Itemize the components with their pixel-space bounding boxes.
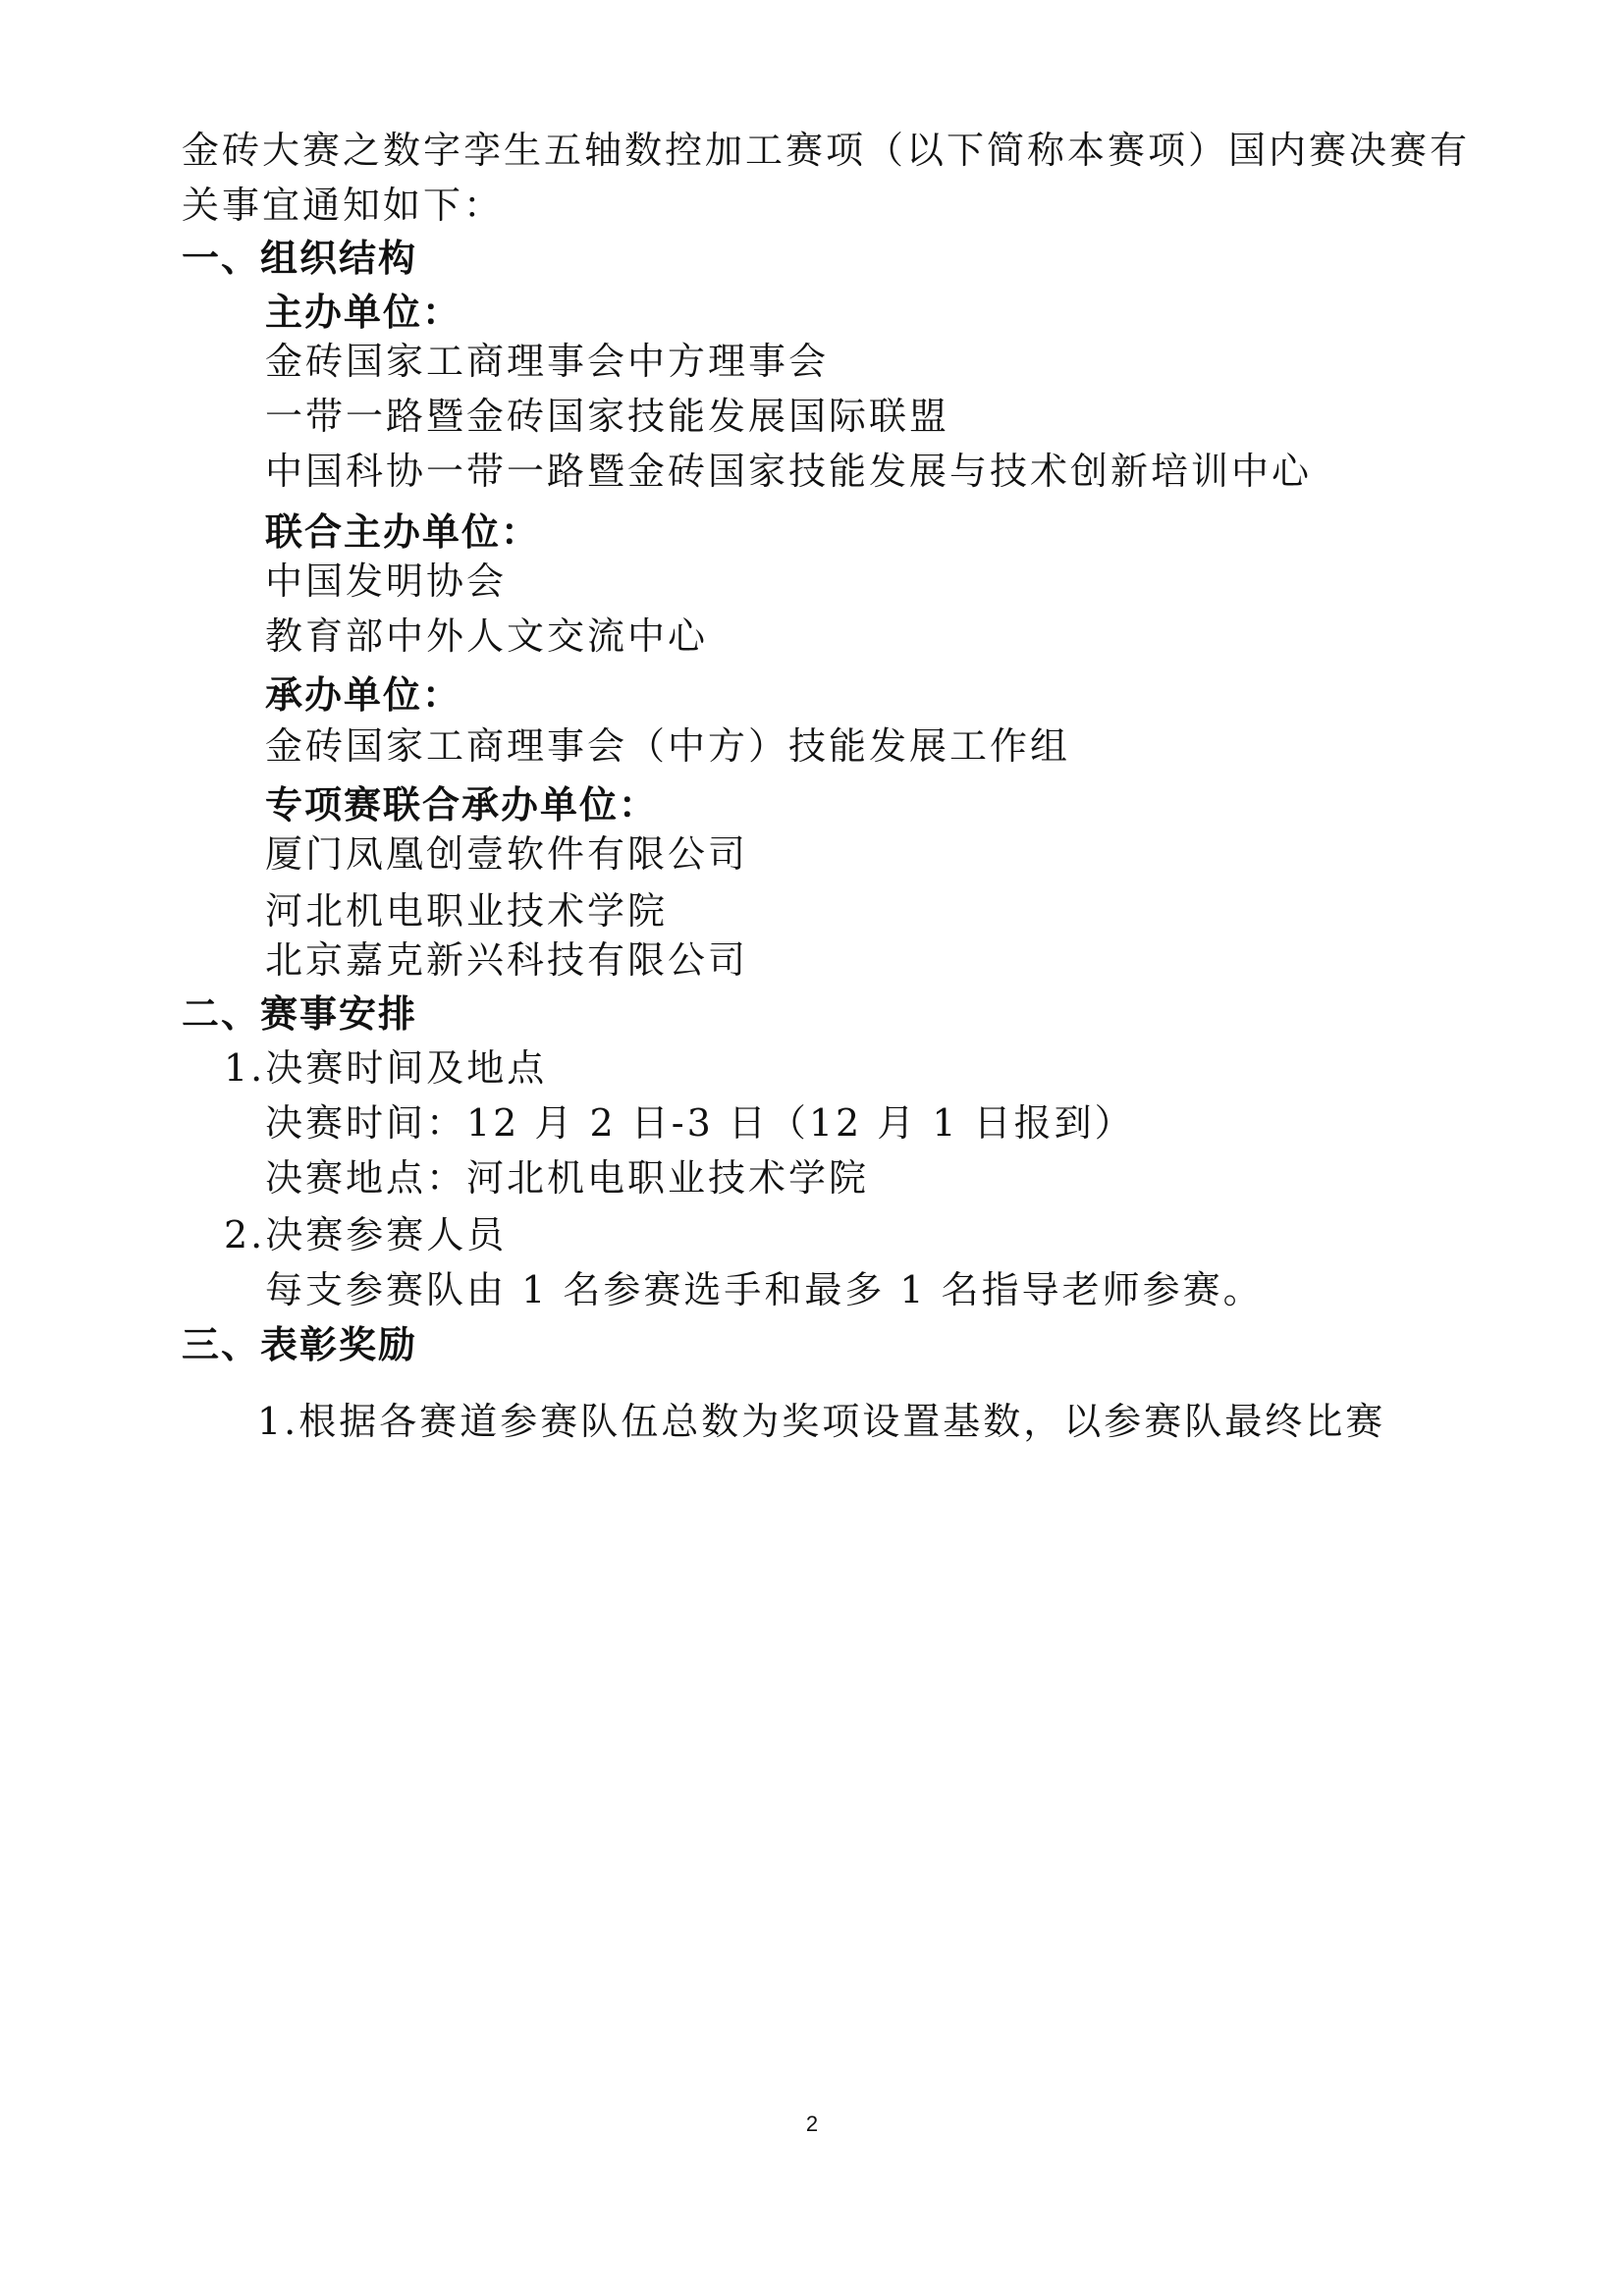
undertaker-label: 承办单位： bbox=[265, 673, 462, 717]
undertaker-item-1: 金砖国家工商理事会（中方）技能发展工作组 bbox=[265, 724, 1071, 768]
co-organizer-label: 联合主办单位： bbox=[265, 510, 541, 554]
organizer-label: 主办单位： bbox=[265, 291, 462, 334]
final-place: 决赛地点：河北机电职业技术学院 bbox=[265, 1156, 870, 1200]
special-undertaker-label: 专项赛联合承办单位： bbox=[265, 783, 659, 827]
co-organizer-item-1: 中国发明协会 bbox=[265, 560, 508, 603]
intro-line-1: 金砖大赛之数字孪生五轴数控加工赛项（以下简称本赛项）国内赛决赛有 bbox=[182, 129, 1471, 172]
final-time-place-title: 1.决赛时间及地点 bbox=[224, 1046, 548, 1090]
co-organizer-item-2: 教育部中外人文交流中心 bbox=[265, 614, 709, 658]
final-participants-title: 2.决赛参赛人员 bbox=[224, 1213, 508, 1256]
organizer-item-3: 中国科协一带一路暨金砖国家技能发展与技术创新培训中心 bbox=[265, 450, 1313, 493]
special-undertaker-item-2: 河北机电职业技术学院 bbox=[265, 889, 669, 933]
final-participants-text: 每支参赛队由 1 名参赛选手和最多 1 名指导老师参赛。 bbox=[265, 1268, 1264, 1311]
section-3-heading: 三、表彰奖励 bbox=[182, 1323, 418, 1366]
organizer-item-1: 金砖国家工商理事会中方理事会 bbox=[265, 340, 830, 383]
section-1-heading: 一、组织结构 bbox=[182, 237, 418, 280]
intro-line-2: 关事宜通知如下： bbox=[182, 184, 505, 227]
special-undertaker-item-3: 北京嘉克新兴科技有限公司 bbox=[265, 938, 749, 982]
final-time: 决赛时间：12 月 2 日-3 日（12 月 1 日报到） bbox=[265, 1101, 1135, 1145]
section-2-heading: 二、赛事安排 bbox=[182, 992, 418, 1036]
award-item-1-text: 1.根据各赛道参赛队伍总数为奖项设置基数，以参赛队最终比赛 bbox=[257, 1400, 1386, 1443]
organizer-item-2: 一带一路暨金砖国家技能发展国际联盟 bbox=[265, 395, 950, 438]
special-undertaker-item-1: 厦门凤凰创壹软件有限公司 bbox=[265, 832, 749, 876]
page-number: 2 bbox=[805, 2111, 819, 2136]
